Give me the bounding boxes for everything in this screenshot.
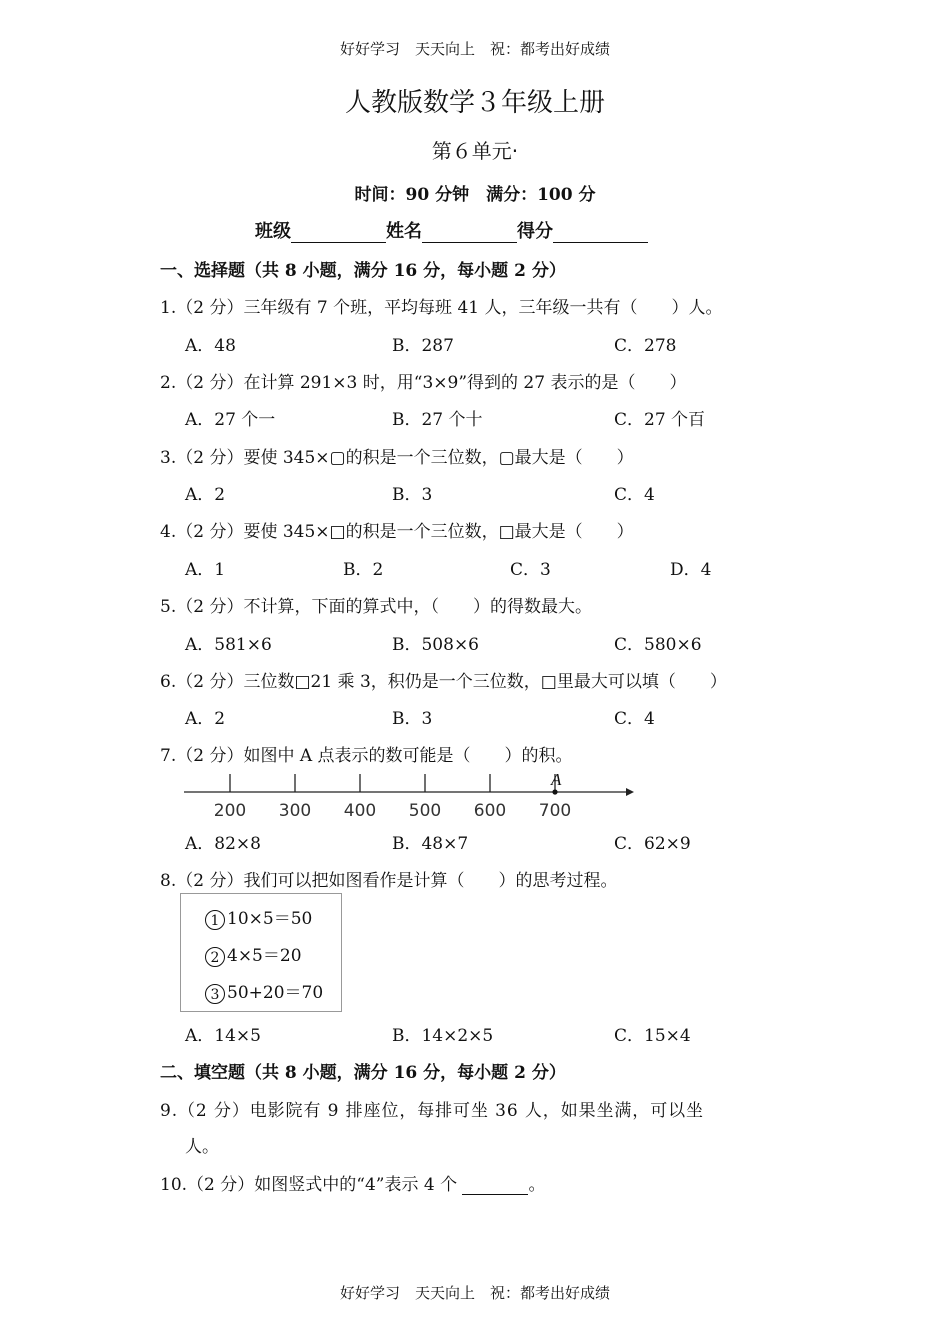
step-2	[205, 941, 302, 967]
tick-label: 300	[278, 801, 312, 821]
number-line-arrow	[626, 788, 634, 796]
name-blank[interactable]	[422, 224, 517, 243]
question-10-end: 。	[528, 1175, 546, 1195]
question-10	[160, 1170, 545, 1195]
q1-option-a[interactable]: A．48	[185, 336, 236, 356]
q2-option-a[interactable]: A．27 个一	[185, 410, 276, 430]
q2-option-b[interactable]: B．27 个十	[392, 410, 483, 430]
point-a-dot	[552, 789, 557, 794]
question-2: 2.（2 分）在计算 291×3 时，用“3×9”得到的 27 表示的是（ ）	[160, 373, 687, 393]
unit-title: 第６单元·	[431, 139, 519, 163]
info-fields	[255, 217, 648, 243]
step-1-expr: 10×5＝50	[227, 909, 313, 929]
q10-answer-blank[interactable]	[462, 1178, 528, 1195]
q4-option-a[interactable]: A．1	[185, 560, 226, 580]
tick-label: 400	[343, 801, 377, 821]
tick-label: 700	[538, 801, 572, 821]
section-2-heading: 二、填空题（共 8 小题，满分 16 分，每小题 2 分）	[160, 1063, 566, 1083]
page-header: 好好学习 天天向上 祝：都考出好成绩	[339, 40, 610, 58]
step-1	[205, 904, 312, 930]
class-label: 班级	[255, 221, 291, 242]
q6-option-b[interactable]: B．3	[392, 709, 433, 729]
q6-option-a[interactable]: A．2	[185, 709, 226, 729]
question-6: 6.（2 分）三位数□21 乘 3，积仍是一个三位数，□里最大可以填（ ）	[160, 672, 727, 692]
q8-option-a[interactable]: A．14×5	[185, 1026, 261, 1046]
q4-option-d[interactable]: D．4	[670, 560, 712, 580]
page-title: 人教版数学３年级上册	[344, 88, 605, 118]
q8-option-b[interactable]: B．14×2×5	[392, 1026, 494, 1046]
tick-label: 500	[408, 801, 442, 821]
q5-option-a[interactable]: A．581×6	[185, 635, 272, 655]
q4-option-b[interactable]: B．2	[343, 560, 384, 580]
q7-option-c[interactable]: C．62×9	[614, 834, 691, 854]
calculation-box	[180, 893, 342, 1012]
question-7: 7.（2 分）如图中 A 点表示的数可能是（ ）的积。	[160, 746, 573, 766]
section-1-heading: 一、选择题（共 8 小题，满分 16 分，每小题 2 分）	[160, 261, 566, 281]
q7-option-a[interactable]: A．82×8	[185, 834, 261, 854]
q8-option-c[interactable]: C．15×4	[614, 1026, 691, 1046]
q6-option-c[interactable]: C．4	[614, 709, 655, 729]
q3-option-b[interactable]: B．3	[392, 485, 433, 505]
score-blank[interactable]	[553, 224, 648, 243]
question-3: 3.（2 分）要使 345×▢的积是一个三位数，▢最大是（ ）	[160, 448, 634, 468]
time-info: 时间：90 分钟 满分：100 分	[354, 185, 596, 205]
question-4: 4.（2 分）要使 345×□的积是一个三位数，□最大是（ ）	[160, 522, 634, 542]
step-3-expr: 50+20＝70	[227, 983, 324, 1003]
page-footer: 好好学习 天天向上 祝：都考出好成绩	[339, 1284, 610, 1302]
q5-option-b[interactable]: B．508×6	[392, 635, 480, 655]
point-a-label: A	[551, 770, 562, 789]
q7-option-b[interactable]: B．48×7	[392, 834, 469, 854]
question-5: 5.（2 分）不计算，下面的算式中，（ ）的得数最大。	[160, 597, 592, 617]
q1-option-b[interactable]: B．287	[392, 336, 454, 356]
number-line-figure	[180, 768, 640, 824]
class-blank[interactable]	[291, 224, 386, 243]
question-9-cont: 人。	[185, 1137, 219, 1157]
tick-label: 200	[213, 801, 247, 821]
question-10-text: 10.（2 分）如图竖式中的“4”表示 4 个	[160, 1175, 458, 1195]
q1-option-c[interactable]: C．278	[614, 336, 677, 356]
question-8: 8.（2 分）我们可以把如图看作是计算（ ）的思考过程。	[160, 871, 618, 891]
score-label: 得分	[517, 221, 553, 242]
question-9: 9.（2 分）电影院有 9 排座位，每排可坐 36 人，如果坐满，可以坐	[160, 1101, 704, 1121]
tick-label: 600	[473, 801, 507, 821]
name-label: 姓名	[386, 221, 422, 242]
step-2-number: 2	[205, 947, 225, 967]
q3-option-c[interactable]: C．4	[614, 485, 655, 505]
question-1: 1.（2 分）三年级有 7 个班，平均每班 41 人，三年级一共有（ ）人。	[160, 298, 723, 318]
step-2-expr: 4×5＝20	[227, 946, 302, 966]
q2-option-c[interactable]: C．27 个百	[614, 410, 706, 430]
q5-option-c[interactable]: C．580×6	[614, 635, 702, 655]
step-3	[205, 978, 323, 1004]
q3-option-a[interactable]: A．2	[185, 485, 226, 505]
q4-option-c[interactable]: C．3	[510, 560, 551, 580]
step-3-number: 3	[205, 984, 225, 1004]
step-1-number: 1	[205, 910, 225, 930]
